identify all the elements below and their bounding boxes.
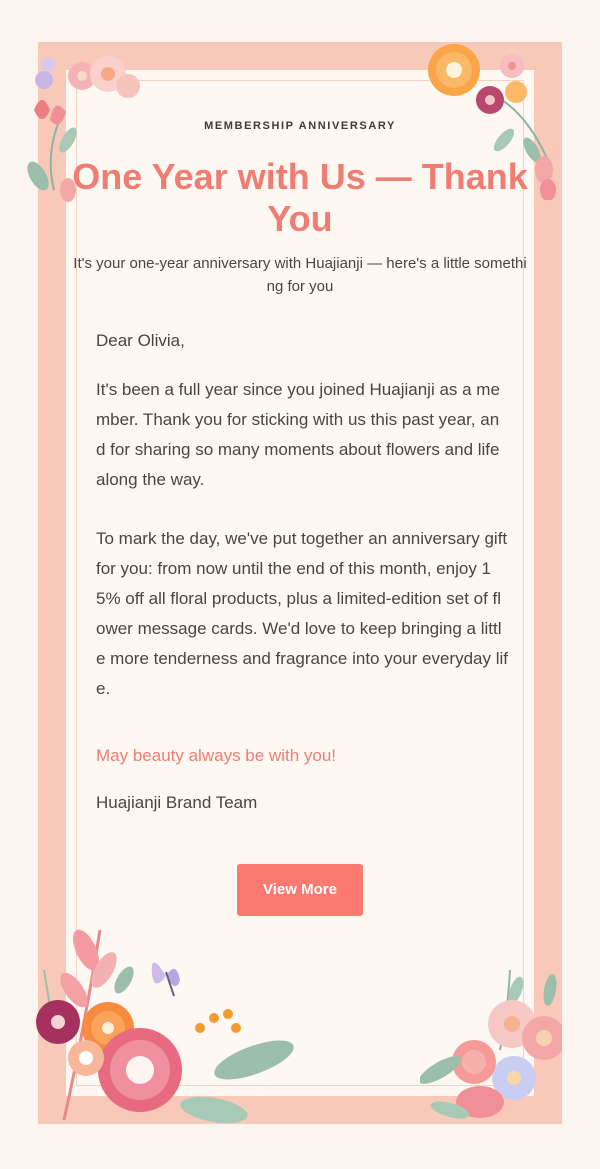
page-title: One Year with Us — Thank You: [72, 156, 528, 239]
eyebrow-label: MEMBERSHIP ANNIVERSARY: [204, 120, 396, 132]
body-paragraph-1: It's been a full year since you joined Huajianji as a member. Thank you for sticking with us this past year, and for sharing so many moments about flowers and life along the way.: [96, 380, 500, 489]
body-paragraph-2: To mark the day, we've put together an anniversary gift for you: from now until the end of this month, enjoy 15% off all floral products, plus a limited-edition set of flower message cards. We'd love to keep bringing a little more tenderness and fragrance into your everyday life.: [96, 529, 509, 698]
view-more-button[interactable]: View More: [237, 864, 363, 916]
signature: Huajianji Brand Team: [96, 793, 258, 812]
closing-line: May beauty always be with you!: [96, 746, 337, 765]
floral-corner-bottom-left-icon: [24, 910, 314, 1130]
subtitle: It's your one-year anniversary with Huajianji — here's a little something for you: [73, 255, 527, 295]
floral-corner-bottom-right-icon: [420, 950, 562, 1130]
butterfly-icon: [146, 952, 186, 998]
greeting: Dear Olivia,: [96, 331, 185, 350]
